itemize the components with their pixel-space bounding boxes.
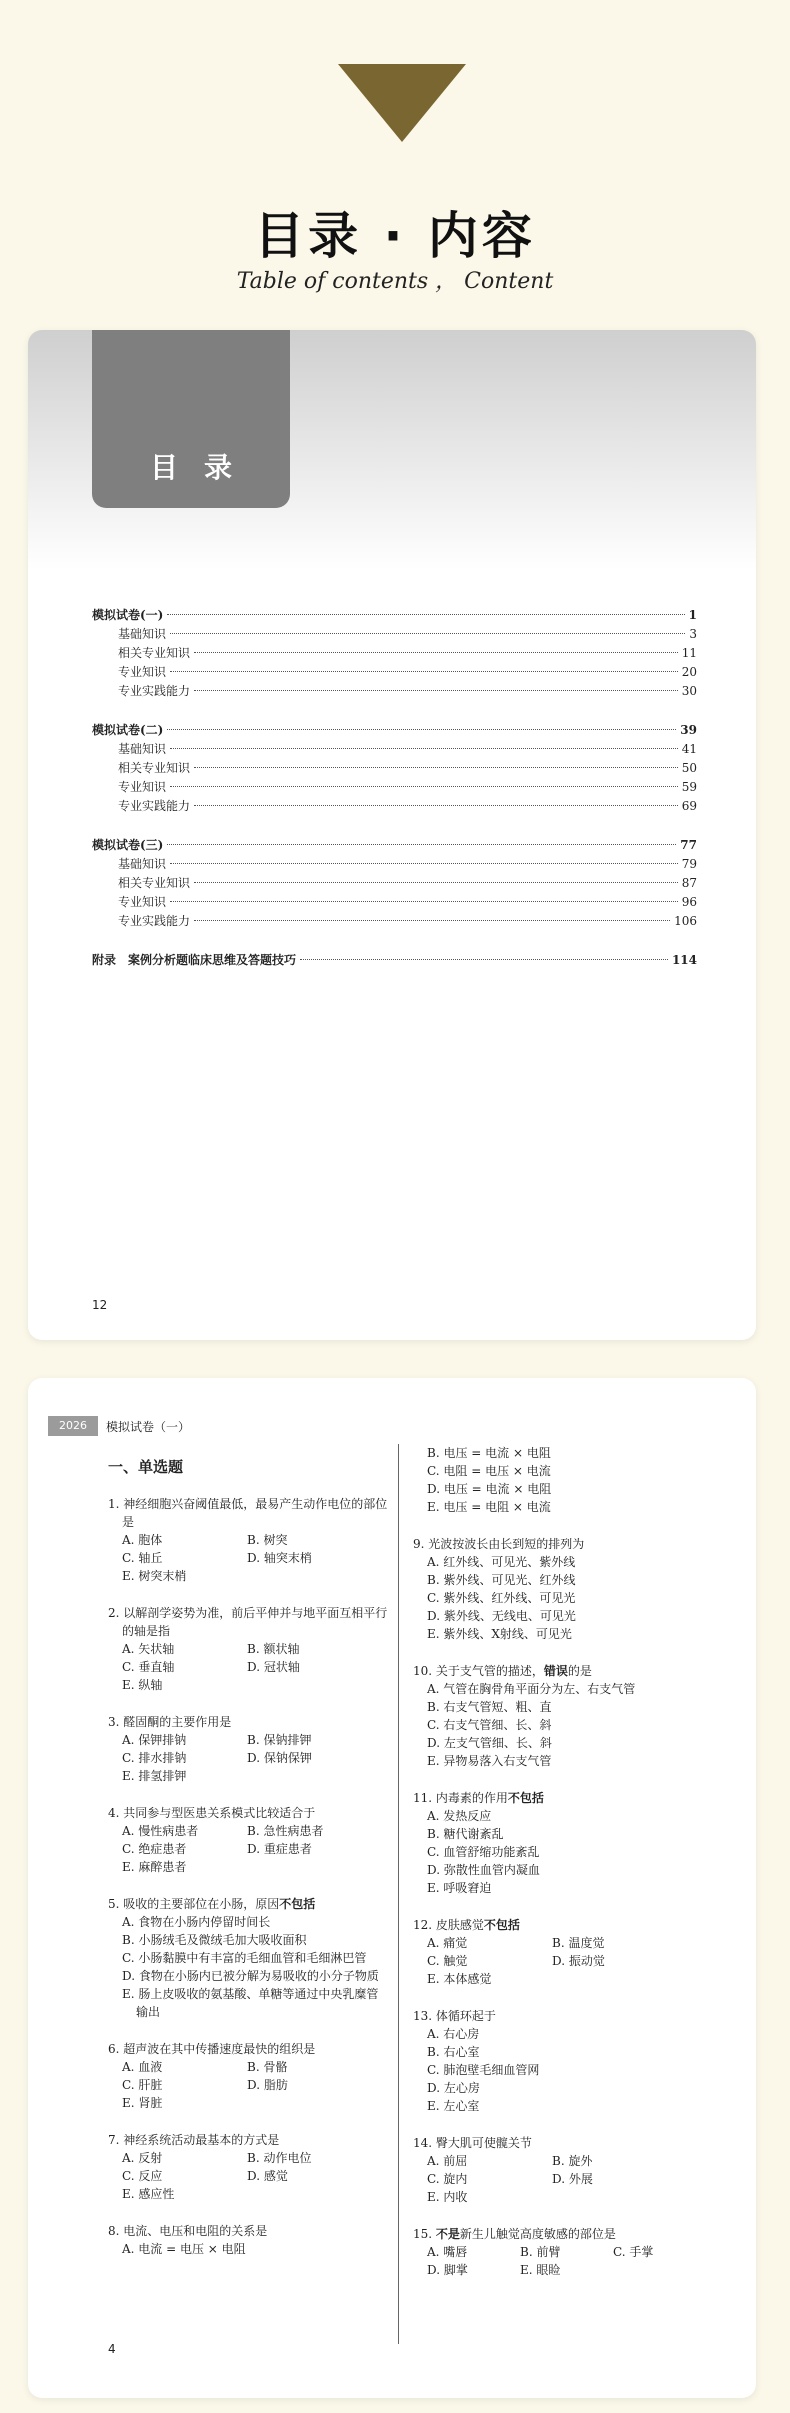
toc-tab-label: 目录 [149, 451, 258, 484]
question-8: 8. 电流、电压和电阻的关系是 A. 电流 = 电压 × 电阻 [108, 2222, 390, 2258]
option[interactable]: B. 旋外 [552, 2154, 593, 2168]
option[interactable]: B. 树突 [247, 1533, 288, 1547]
question-1: 1. 神经细胞兴奋阈值最低，最易产生动作电位的部位是 A. 胞体 B. 树突 C. 轴丘 D. 轴突末梢 E. 树突末梢 [108, 1497, 388, 1583]
option[interactable]: B. 小肠绒毛及微绒毛加大吸收面积 [122, 1933, 307, 1947]
option[interactable]: A. 气管在胸骨角平面分为左、右支气管 [427, 1682, 636, 1696]
option[interactable]: C. 肺泡壁毛细血管网 [427, 2063, 540, 2077]
option[interactable]: D. 冠状轴 [247, 1660, 300, 1674]
toc-entry[interactable]: 专业知识 96 [118, 895, 697, 909]
option[interactable]: D. 轴突末梢 [247, 1551, 312, 1565]
toc-entry[interactable]: 专业实践能力 106 [118, 914, 697, 928]
toc-entry[interactable]: 专业知识 59 [118, 780, 697, 794]
question-14: 14. 臀大肌可使髋关节 A. 前屈 B. 旋外 C. 旋内 D. 外展 E. 内收 [413, 2134, 718, 2206]
section-title: 一、单选题 [108, 1458, 184, 1476]
question-15: 15. 不是新生儿触觉高度敏感的部位是 A. 嘴唇 B. 前臂 C. 手掌 D. 脚掌 E. 眼睑 [413, 2225, 718, 2279]
option[interactable]: A. 嘴唇 [427, 2245, 468, 2259]
option[interactable]: E. 紫外线、X射线、可见光 [427, 1627, 572, 1641]
option[interactable]: C. 绝症患者 [122, 1842, 187, 1856]
toc-entry-paper-3[interactable]: 模拟试卷(三) 77 [92, 838, 697, 852]
header-triangle-decoration [338, 64, 466, 142]
question-12: 12. 皮肤感觉不包括 A. 痛觉 B. 温度觉 C. 触觉 D. 振动觉 E. 本体感觉 [413, 1916, 718, 1988]
option[interactable]: A. 右心房 [427, 2027, 480, 2041]
option[interactable]: A. 慢性病患者 [122, 1824, 199, 1838]
toc-entry[interactable]: 专业实践能力 30 [118, 684, 697, 698]
option[interactable]: B. 急性病患者 [247, 1824, 324, 1838]
option[interactable]: E. 肠上皮吸收的氨基酸、单糖等通过中央乳糜管输出 [122, 1987, 379, 2019]
toc-entry[interactable]: 相关专业知识 50 [118, 761, 697, 775]
option[interactable]: C. 触觉 [427, 1954, 468, 1968]
option[interactable]: D. 外展 [552, 2172, 593, 2186]
option[interactable]: A. 前屈 [427, 2154, 468, 2168]
option[interactable]: B. 右支气管短、粗、直 [427, 1700, 552, 1714]
option[interactable]: B. 前臂 [520, 2245, 561, 2259]
page-subtitle: Table of contents ， Content [236, 269, 554, 294]
toc-page-card [28, 330, 756, 1340]
right-column [413, 1444, 718, 2298]
option[interactable]: B. 保钠排钾 [247, 1733, 312, 1747]
option[interactable]: A. 胞体 [122, 1533, 163, 1547]
option[interactable]: D. 脂肪 [247, 2078, 288, 2092]
option[interactable]: A. 发热反应 [427, 1809, 492, 1823]
option[interactable]: C. 血管舒缩功能紊乱 [427, 1845, 540, 1859]
option[interactable]: C. 垂直轴 [122, 1660, 175, 1674]
option[interactable]: A. 食物在小肠内停留时间长 [122, 1915, 271, 1929]
question-5: 5. 吸收的主要部位在小肠，原因不包括 A. 食物在小肠内停留时间长 B. 小肠绒毛及微绒毛加大吸收面积 C. 小肠黏膜中有丰富的毛细血管和毛细淋巴管 D. 食物在小肠内已被分解为易吸收的小分子物质 E. 肠上皮吸收的氨基酸、单糖等通过中央乳糜管输出 [108, 1895, 390, 2021]
option[interactable]: D. 左心房 [427, 2081, 480, 2095]
left-column [108, 1458, 390, 2277]
option[interactable]: D. 重症患者 [247, 1842, 312, 1856]
page-title: 目录 · 内容 [254, 207, 536, 265]
question-6: 6. 超声波在其中传播速度最快的组织是 A. 血液 B. 骨骼 C. 肝脏 D. 脂肪 E. 肾脏 [108, 2040, 390, 2112]
option[interactable]: E. 树突末梢 [122, 1569, 187, 1583]
question-2: 2. 以解剖学姿势为准，前后平伸并与地平面互相平行的轴是指 A. 矢状轴 B. 额状轴 C. 垂直轴 D. 冠状轴 E. 纵轴 [108, 1606, 388, 1692]
option[interactable]: B. 右心室 [427, 2045, 480, 2059]
option[interactable]: A. 痛觉 [427, 1936, 468, 1950]
toc-entry[interactable]: 基础知识 41 [118, 742, 697, 756]
option[interactable]: A. 保钾排钠 [122, 1733, 187, 1747]
option[interactable]: D. 保钠保钾 [247, 1751, 312, 1765]
option[interactable]: E. 电压 = 电阻 × 电流 [427, 1500, 551, 1514]
option[interactable]: E. 感应性 [122, 2187, 175, 2201]
option[interactable]: E. 肾脏 [122, 2096, 163, 2110]
option[interactable]: D. 弥散性血管内凝血 [427, 1863, 540, 1877]
option[interactable]: C. 手掌 [613, 2245, 654, 2259]
option[interactable]: A. 反射 [122, 2151, 163, 2165]
question-9: 9. 光波按波长由长到短的排列为 A. 红外线、可见光、紫外线 B. 紫外线、可见光、红外线 C. 紫外线、红外线、可见光 D. 紫外线、无线电、可见光 E. 紫外线、X射线、可见光 [413, 1535, 718, 1643]
option[interactable]: C. 右支气管细、长、斜 [427, 1718, 552, 1732]
option[interactable]: C. 肝脏 [122, 2078, 163, 2092]
option[interactable]: D. 脚掌 [427, 2263, 468, 2277]
option[interactable]: C. 排水排钠 [122, 1751, 187, 1765]
option[interactable]: B. 电压 = 电流 × 电阻 [427, 1446, 551, 1460]
paper-label: 模拟试卷（一） [106, 1419, 191, 1434]
option[interactable]: D. 紫外线、无线电、可见光 [427, 1609, 576, 1623]
option[interactable]: E. 麻醉患者 [122, 1860, 187, 1874]
question-13: 13. 体循环起于 A. 右心房 B. 右心室 C. 肺泡壁毛细血管网 D. 左心房 E. 左心室 [413, 2007, 718, 2115]
toc-entry-paper-2[interactable]: 模拟试卷(二) 39 [92, 723, 697, 737]
option[interactable]: D. 振动觉 [552, 1954, 605, 1968]
column-divider [398, 1444, 399, 2344]
option[interactable]: B. 骨骼 [247, 2060, 288, 2074]
option[interactable]: E. 本体感觉 [427, 1972, 492, 1986]
toc-entry-paper-1[interactable]: 模拟试卷(一) 1 [92, 608, 697, 622]
option[interactable]: D. 电压 = 电流 × 电阻 [427, 1482, 552, 1496]
option[interactable]: E. 纵轴 [122, 1678, 163, 1692]
option[interactable]: B. 糖代谢紊乱 [427, 1827, 504, 1841]
toc-entry[interactable]: 专业知识 20 [118, 665, 697, 679]
running-header [48, 1416, 190, 1436]
toc-entry[interactable]: 相关专业知识 87 [118, 876, 697, 890]
option[interactable]: C. 小肠黏膜中有丰富的毛细血管和毛细淋巴管 [122, 1951, 367, 1965]
option[interactable]: C. 电阻 = 电压 × 电流 [427, 1464, 551, 1478]
option[interactable]: E. 左心室 [427, 2099, 480, 2113]
exam-page-card [28, 1378, 756, 2398]
option[interactable]: E. 呼吸窘迫 [427, 1881, 492, 1895]
toc-entry[interactable]: 基础知识 79 [118, 857, 697, 871]
exam-page-number: 4 [108, 2342, 116, 2356]
option[interactable]: D. 左支气管细、长、斜 [427, 1736, 552, 1750]
option[interactable]: D. 食物在小肠内已被分解为易吸收的小分子物质 [122, 1969, 379, 1983]
option[interactable]: E. 排氢排钾 [122, 1769, 187, 1783]
toc-page-number: 12 [92, 1298, 108, 1312]
option[interactable]: B. 动作电位 [247, 2151, 312, 2165]
question-4: 4. 共同参与型医患关系模式比较适合于 A. 慢性病患者 B. 急性病患者 C. 绝症患者 D. 重症患者 E. 麻醉患者 [108, 1804, 390, 1876]
year-badge: 2026 [48, 1416, 98, 1436]
question-11: 11. 内毒素的作用不包括 A. 发热反应 B. 糖代谢紊乱 C. 血管舒缩功能紊乱 D. 弥散性血管内凝血 E. 呼吸窘迫 [413, 1789, 718, 1897]
option[interactable]: A. 红外线、可见光、紫外线 [427, 1555, 576, 1569]
option[interactable]: D. 感觉 [247, 2169, 288, 2183]
option[interactable]: B. 额状轴 [247, 1642, 300, 1656]
toc-list [92, 606, 697, 970]
option[interactable]: E. 异物易落入右支气管 [427, 1754, 552, 1768]
toc-entry-appendix[interactable]: 附录 案例分析题临床思维及答题技巧 114 [92, 953, 697, 967]
question-10: 10. 关于支气管的描述，错误的是 A. 气管在胸骨角平面分为左、右支气管 B. 右支气管短、粗、直 C. 右支气管细、长、斜 D. 左支气管细、长、斜 E. 异物易落入右支气管 [413, 1662, 718, 1770]
option[interactable]: C. 轴丘 [122, 1551, 163, 1565]
option[interactable]: E. 眼睑 [520, 2263, 561, 2277]
toc-tab [92, 330, 290, 508]
toc-entry[interactable]: 专业实践能力 69 [118, 799, 697, 813]
option[interactable]: A. 血液 [122, 2060, 163, 2074]
option[interactable]: A. 电流 = 电压 × 电阻 [122, 2242, 246, 2256]
question-7: 7. 神经系统活动最基本的方式是 A. 反射 B. 动作电位 C. 反应 D. 感觉 E. 感应性 [108, 2131, 390, 2203]
option[interactable]: C. 旋内 [427, 2172, 468, 2186]
option[interactable]: A. 矢状轴 [122, 1642, 175, 1656]
toc-entry[interactable]: 相关专业知识 11 [118, 646, 697, 660]
option[interactable]: B. 温度觉 [552, 1936, 605, 1950]
option[interactable]: B. 紫外线、可见光、红外线 [427, 1573, 576, 1587]
question-3: 3. 醛固酮的主要作用是 A. 保钾排钠 B. 保钠排钾 C. 排水排钠 D. 保钠保钾 E. 排氢排钾 [108, 1713, 390, 1785]
option[interactable]: E. 内收 [427, 2190, 468, 2204]
option[interactable]: C. 紫外线、红外线、可见光 [427, 1591, 576, 1605]
toc-entry[interactable]: 基础知识 3 [118, 627, 697, 641]
option[interactable]: C. 反应 [122, 2169, 163, 2183]
question-8-continued [413, 1444, 718, 1516]
